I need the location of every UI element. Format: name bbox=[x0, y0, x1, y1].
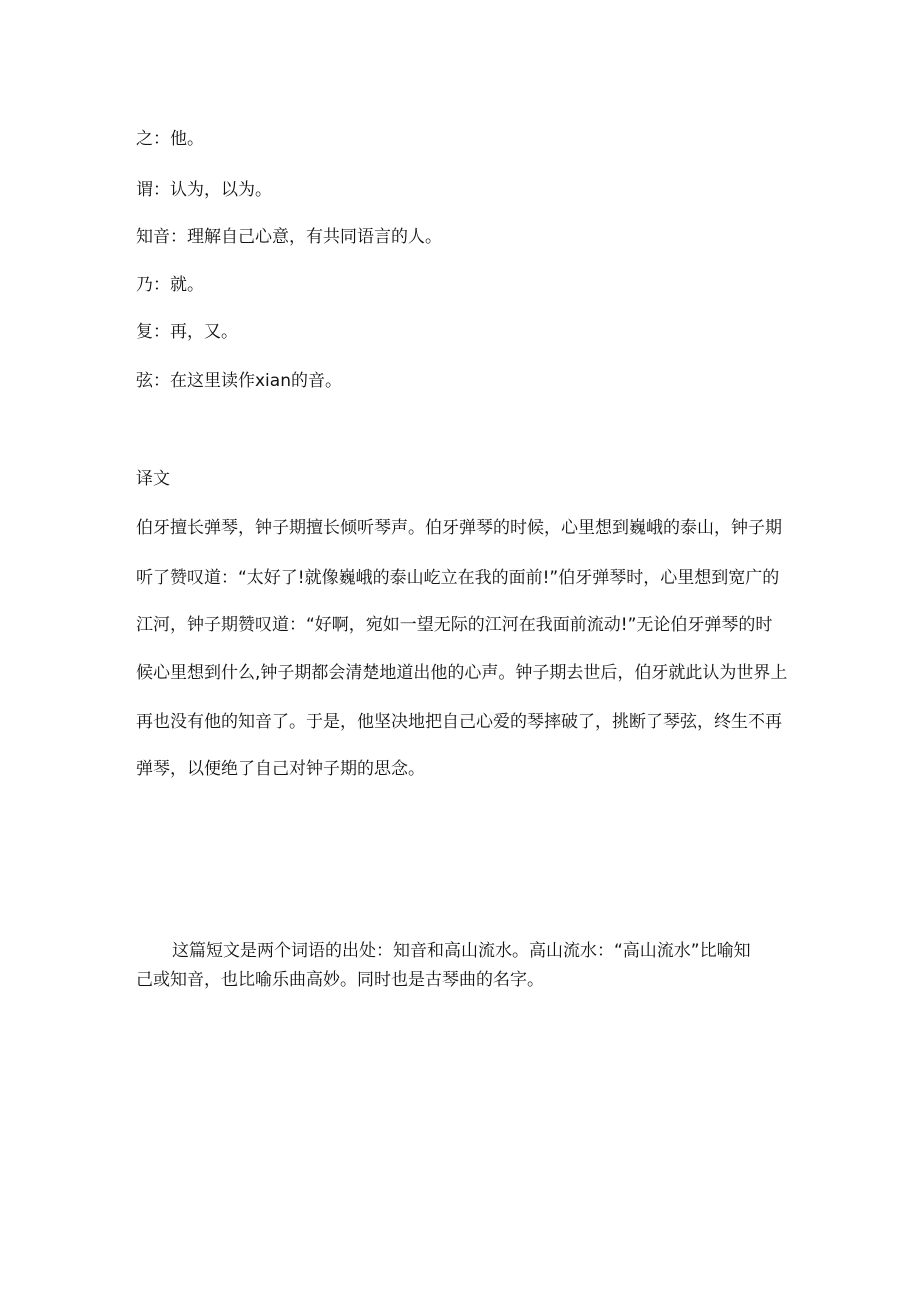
note-line: 这篇短文是两个词语的出处：知音和高山流水。高山流水：“高山流水”比喻知 bbox=[172, 941, 751, 961]
translation-line: 江河，钟子期赞叹道：“好啊，宛如一望无际的江河在我面前流动!”无论伯牙弹琴的时 bbox=[136, 615, 773, 635]
translation-line: 伯牙擅长弹琴，钟子期擅长倾听琴声。伯牙弹琴的时候，心里想到巍峨的泰山，钟子期 bbox=[136, 518, 782, 538]
annotation-item: 谓：认为，以为。 bbox=[136, 180, 272, 200]
translation-line: 再也没有他的知音了。于是，他坚决地把自己心爱的琴摔破了，挑断了琴弦，终生不再 bbox=[136, 712, 782, 732]
annotation-item: 之：他。 bbox=[136, 129, 204, 149]
translation-line: 候心里想到什么,钟子期都会清楚地道出他的心声。钟子期去世后，伯牙就此认为世界上 bbox=[136, 663, 788, 683]
note-line: 己或知音，也比喻乐曲高妙。同时也是古琴曲的名字。 bbox=[136, 970, 544, 990]
translation-heading: 译文 bbox=[136, 469, 170, 489]
translation-line: 弹琴，以便绝了自己对钟子期的思念。 bbox=[136, 759, 425, 779]
translation-line: 听了赞叹道：“太好了!就像巍峨的泰山屹立在我的面前!”伯牙弹琴时，心里想到宽广的 bbox=[136, 568, 780, 588]
annotation-item: 弦：在这里读作xian的音。 bbox=[136, 371, 342, 391]
annotation-item: 乃：就。 bbox=[136, 275, 204, 295]
annotation-item: 复：再，又。 bbox=[136, 322, 238, 342]
annotation-item: 知音：理解自己心意，有共同语言的人。 bbox=[136, 227, 442, 247]
